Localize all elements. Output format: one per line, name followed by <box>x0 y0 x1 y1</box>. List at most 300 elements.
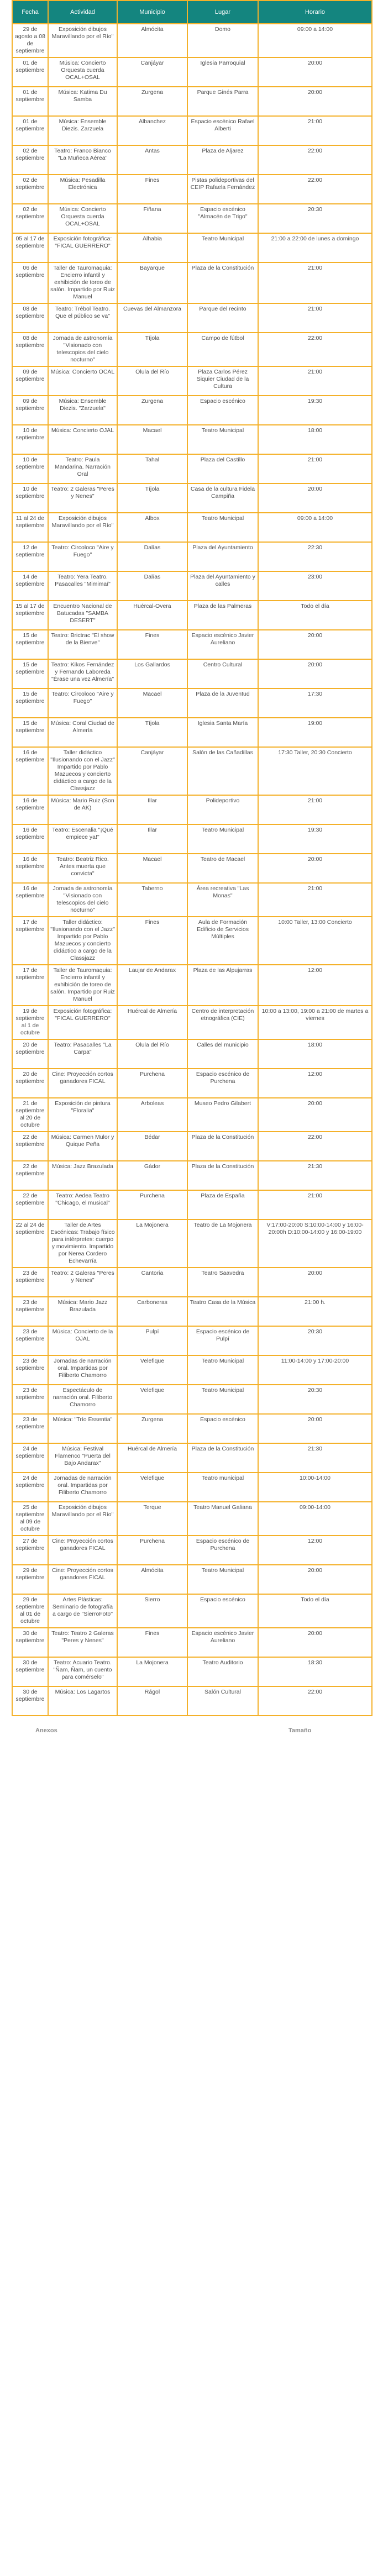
header-horario: Horario <box>258 1 372 24</box>
actividad-cell: Música: Concierto Orquesta cuerda OCAL+OSAL <box>48 57 117 87</box>
table-row <box>12 1536 372 1565</box>
actividad-cell: Música: Concierto Orquesta cuerda OCAL+OSAL <box>48 204 117 233</box>
municipio-cell: Illar <box>117 795 187 824</box>
horario-cell: Todo el día <box>258 601 372 630</box>
actividad-cell: Jornada de astronomía "Visionado con telescopios del cielo nocturno" <box>48 333 117 366</box>
actividad-cell: Música: Carmen Mulor y Quique Peña <box>48 1132 117 1161</box>
horario-cell: 20:00 <box>258 87 372 116</box>
fecha-cell: 23 de septiembre <box>12 1355 48 1385</box>
municipio-cell: Arboleas <box>117 1098 187 1132</box>
header-municipio: Municipio <box>117 1 187 24</box>
fecha-cell: 09 de septiembre <box>12 396 48 425</box>
lugar-cell: Espacio escénico Javier Aureliano <box>187 1628 258 1657</box>
lugar-cell: Espacio escénico <box>187 396 258 425</box>
fecha-cell: 02 de septiembre <box>12 145 48 175</box>
horario-cell: 22:00 <box>258 145 372 175</box>
footer-left-label: Anexos <box>35 1727 57 1734</box>
municipio-cell: Rágol <box>117 1686 187 1716</box>
table-row <box>12 1069 372 1098</box>
lugar-cell: Teatro Municipal <box>187 425 258 454</box>
horario-cell: 20:00 <box>258 1268 372 1297</box>
lugar-cell: Teatro Municipal <box>187 1355 258 1385</box>
actividad-cell: Música: Coral Ciudad de Almería <box>48 718 117 747</box>
table-row <box>12 513 372 542</box>
table-row <box>12 262 372 303</box>
horario-cell: 20:00 <box>258 854 372 883</box>
municipio-cell: Los Gallardos <box>117 659 187 688</box>
lugar-cell: Salón Cultural <box>187 1686 258 1716</box>
table-row <box>12 1355 372 1385</box>
actividad-cell: Jornada de astronomía "Visionado con telescopios del cielo nocturno" <box>48 883 117 917</box>
fecha-cell: 15 al 17 de septiembre <box>12 601 48 630</box>
horario-cell: 20:00 <box>258 1628 372 1657</box>
table-row <box>12 1628 372 1657</box>
fecha-cell: 29 de agosto a 08 de septiembre <box>12 24 48 57</box>
municipio-cell: Fines <box>117 175 187 204</box>
horario-cell: 20:00 <box>258 1414 372 1443</box>
actividad-cell: Cine: Proyección cortos ganadores FICAL <box>48 1565 117 1594</box>
fecha-cell: 16 de septiembre <box>12 854 48 883</box>
table-row <box>12 917 372 965</box>
municipio-cell: Canjáyar <box>117 57 187 87</box>
horario-cell: 11:00-14:00 y 17:00-20:00 <box>258 1355 372 1385</box>
events-table <box>12 0 372 1716</box>
lugar-cell: Plaza de España <box>187 1190 258 1219</box>
header-actividad: Actividad <box>48 1 117 24</box>
horario-cell: V:17:00-20:00 S:10:00-14:00 y 16:00-20:00h D:10:00-14:00 y 16:00-19:00 <box>258 1219 372 1268</box>
horario-cell: 20:00 <box>258 57 372 87</box>
actividad-cell: Jornadas de narración oral. Impartidas por Filiberto Chamorro <box>48 1355 117 1385</box>
municipio-cell: Bayarque <box>117 262 187 303</box>
table-row <box>12 366 372 396</box>
table-row <box>12 1385 372 1414</box>
municipio-cell: Cuevas del Almanzora <box>117 303 187 333</box>
header-row <box>12 1 372 24</box>
table-row <box>12 303 372 333</box>
fecha-cell: 20 de septiembre <box>12 1039 48 1069</box>
municipio-cell: Olula del Río <box>117 1039 187 1069</box>
municipio-cell: Fiñana <box>117 204 187 233</box>
municipio-cell: Albox <box>117 513 187 542</box>
fecha-cell: 24 de septiembre <box>12 1473 48 1502</box>
municipio-cell: Almócita <box>117 1565 187 1594</box>
fecha-cell: 08 de septiembre <box>12 303 48 333</box>
municipio-cell: Antas <box>117 145 187 175</box>
table-row <box>12 116 372 145</box>
horario-cell: 22:00 <box>258 333 372 366</box>
lugar-cell: Espacio escénico Javier Aureliano <box>187 630 258 659</box>
lugar-cell: Pistas polideportivas del CEIP Rafaela Fernández <box>187 175 258 204</box>
table-row <box>12 1039 372 1069</box>
lugar-cell: Espacio escénico "Almacén de Trigo" <box>187 204 258 233</box>
lugar-cell: Espacio escénico de Purchena <box>187 1536 258 1565</box>
lugar-cell: Espacio escénico de Purchena <box>187 1069 258 1098</box>
lugar-cell: Teatro de Macael <box>187 854 258 883</box>
lugar-cell: Plaza del Ayuntamiento <box>187 542 258 571</box>
table-row <box>12 233 372 262</box>
actividad-cell: Taller de Artes Escénicas: Trabajo físico para intérpretes: cuerpo y movimiento. Impartido por Nerea Cordero Echevarría <box>48 1219 117 1268</box>
fecha-cell: 01 de septiembre <box>12 87 48 116</box>
horario-cell: 20:30 <box>258 204 372 233</box>
horario-cell: 17:30 Taller, 20:30 Concierto <box>258 747 372 795</box>
table-row <box>12 1657 372 1686</box>
horario-cell: 09:00-14:00 <box>258 1502 372 1536</box>
table-row <box>12 965 372 1006</box>
municipio-cell: Pulpí <box>117 1326 187 1355</box>
horario-cell: 21:00 <box>258 366 372 396</box>
table-row <box>12 24 372 57</box>
fecha-cell: 01 de septiembre <box>12 116 48 145</box>
municipio-cell: Huércal de Almería <box>117 1443 187 1473</box>
municipio-cell: Velefique <box>117 1473 187 1502</box>
table-row <box>12 795 372 824</box>
fecha-cell: 23 de septiembre <box>12 1385 48 1414</box>
horario-cell: 21:00 <box>258 303 372 333</box>
table-row <box>12 659 372 688</box>
horario-cell: 21:00 <box>258 454 372 483</box>
fecha-cell: 10 de septiembre <box>12 454 48 483</box>
table-row <box>12 396 372 425</box>
lugar-cell: Teatro de La Mojonera <box>187 1219 258 1268</box>
municipio-cell: Alhabia <box>117 233 187 262</box>
horario-cell: 18:00 <box>258 425 372 454</box>
table-row <box>12 175 372 204</box>
header-lugar: Lugar <box>187 1 258 24</box>
actividad-cell: Teatro: Circoloco "Aire y Fuego" <box>48 542 117 571</box>
horario-cell: Todo el día <box>258 1594 372 1628</box>
horario-cell: 20:00 <box>258 1098 372 1132</box>
horario-cell: 20:00 <box>258 659 372 688</box>
actividad-cell: Artes Plásticas: Seminario de fotografía a cargo de "SierroFoto" <box>48 1594 117 1628</box>
lugar-cell: Plaza del Castillo <box>187 454 258 483</box>
fecha-cell: 24 de septiembre <box>12 1443 48 1473</box>
lugar-cell: Teatro Casa de la Música <box>187 1297 258 1326</box>
horario-cell: 20:30 <box>258 1385 372 1414</box>
municipio-cell: Cantoria <box>117 1268 187 1297</box>
horario-cell: 20:00 <box>258 1565 372 1594</box>
lugar-cell: Plaza de las Palmeras <box>187 601 258 630</box>
table-row <box>12 688 372 718</box>
horario-cell: 21:00 <box>258 795 372 824</box>
lugar-cell: Espacio escénico <box>187 1414 258 1443</box>
municipio-cell: Illar <box>117 824 187 854</box>
horario-cell: 23:00 <box>258 571 372 601</box>
actividad-cell: Teatro: Beatriz Rico. Antes muerta que convicta" <box>48 854 117 883</box>
actividad-cell: Taller de Tauromaquia: Encierro infantil y exhibición de toreo de salón. Impartido por Ruiz Manuel <box>48 262 117 303</box>
horario-cell: 22:00 <box>258 1686 372 1716</box>
lugar-cell: Polideportivo <box>187 795 258 824</box>
table-row <box>12 204 372 233</box>
fecha-cell: 27 de septiembre <box>12 1536 48 1565</box>
lugar-cell: Teatro Saavedra <box>187 1268 258 1297</box>
actividad-cell: Música: Concierto de la OJAL <box>48 1326 117 1355</box>
table-row <box>12 57 372 87</box>
fecha-cell: 29 de septiembre <box>12 1565 48 1594</box>
municipio-cell: La Mojonera <box>117 1219 187 1268</box>
fecha-cell: 15 de septiembre <box>12 718 48 747</box>
horario-cell: 09:00 a 14:00 <box>258 24 372 57</box>
lugar-cell: Parque Ginés Parra <box>187 87 258 116</box>
lugar-cell: Centro de interpretación etnográfica (CIE) <box>187 1006 258 1039</box>
table-row <box>12 1473 372 1502</box>
table-row <box>12 145 372 175</box>
lugar-cell: Museo Pedro Gilabert <box>187 1098 258 1132</box>
municipio-cell: Almócita <box>117 24 187 57</box>
horario-cell: 21:00 h. <box>258 1297 372 1326</box>
actividad-cell: Cine: Proyección cortos ganadores FICAL <box>48 1536 117 1565</box>
table-row <box>12 1297 372 1326</box>
lugar-cell: Plaza de la Constitución <box>187 1161 258 1190</box>
actividad-cell: Taller didáctico "Ilusionando con el Jazz" Impartido por Pablo Mazuecos y concierto didáctico a cargo de la Classjazz <box>48 747 117 795</box>
actividad-cell: Música: Jazz Brazulada <box>48 1161 117 1190</box>
table-row <box>12 542 372 571</box>
horario-cell: 20:30 <box>258 1326 372 1355</box>
fecha-cell: 02 de septiembre <box>12 175 48 204</box>
actividad-cell: Teatro: Teatro 2 Galeras "Peres y Nenes" <box>48 1628 117 1657</box>
lugar-cell: Teatro Manuel Galiana <box>187 1502 258 1536</box>
lugar-cell: Plaza de la Constitución <box>187 1443 258 1473</box>
table-row <box>12 1502 372 1536</box>
horario-cell: 21:00 <box>258 883 372 917</box>
actividad-cell: Teatro: Kikos Fernández y Fernando Laboreda "Érase una vez Almería" <box>48 659 117 688</box>
lugar-cell: Campo de fútbol <box>187 333 258 366</box>
actividad-cell: Teatro: Yera Teatro. Pasacalles "Mimimaí" <box>48 571 117 601</box>
fecha-cell: 16 de septiembre <box>12 795 48 824</box>
table-row <box>12 571 372 601</box>
horario-cell: 19:30 <box>258 396 372 425</box>
municipio-cell: Velefique <box>117 1385 187 1414</box>
fecha-cell: 22 al 24 de septiembre <box>12 1219 48 1268</box>
page-footer <box>0 1720 383 1745</box>
horario-cell: 18:30 <box>258 1657 372 1686</box>
actividad-cell: Música: Concierto OCAL <box>48 366 117 396</box>
fecha-cell: 15 de septiembre <box>12 659 48 688</box>
table-row <box>12 87 372 116</box>
header-fecha: Fecha <box>12 1 48 24</box>
actividad-cell: Exposición dibujos Maravillando por el Río" <box>48 24 117 57</box>
table-row <box>12 1098 372 1132</box>
actividad-cell: Música: Festival Flamenco "Puerta del Bajo Andarax" <box>48 1443 117 1473</box>
municipio-cell: Carboneras <box>117 1297 187 1326</box>
fecha-cell: 11 al 24 de septiembre <box>12 513 48 542</box>
fecha-cell: 06 de septiembre <box>12 262 48 303</box>
lugar-cell: Iglesia Parroquial <box>187 57 258 87</box>
fecha-cell: 21 de septiembre al 20 de octubre <box>12 1098 48 1132</box>
municipio-cell: Purchena <box>117 1069 187 1098</box>
lugar-cell: Plaza del Ayuntamiento y calles <box>187 571 258 601</box>
horario-cell: 22:00 <box>258 1132 372 1161</box>
lugar-cell: Casa de la cultura Fidela Campiña <box>187 483 258 513</box>
lugar-cell: Aula de Formación Edificio de Servicios Múltiples <box>187 917 258 965</box>
table-row <box>12 718 372 747</box>
lugar-cell: Plaza Carlos Pérez Siquier Ciudad de la Cultura <box>187 366 258 396</box>
fecha-cell: 30 de septiembre <box>12 1657 48 1686</box>
table-row <box>12 1006 372 1039</box>
actividad-cell: Taller didáctico: "Ilusionando con el Jazz" Impartido por Pablo Mazuecos y concierto didáctico a cargo de la Classjazz <box>48 917 117 965</box>
actividad-cell: Taller de Tauromaquia: Encierro infantil y exhibición de toreo de salón. Impartido por Ruiz Manuel <box>48 965 117 1006</box>
fecha-cell: 17 de septiembre <box>12 965 48 1006</box>
horario-cell: 19:00 <box>258 718 372 747</box>
actividad-cell: Música: Los Lagartos <box>48 1686 117 1716</box>
actividad-cell: Música: Mario Ruiz (Son de AK) <box>48 795 117 824</box>
municipio-cell: Fines <box>117 630 187 659</box>
horario-cell: 17:30 <box>258 688 372 718</box>
fecha-cell: 23 de septiembre <box>12 1414 48 1443</box>
municipio-cell: Velefique <box>117 1355 187 1385</box>
fecha-cell: 10 de septiembre <box>12 483 48 513</box>
actividad-cell: Música: Katima Du Samba <box>48 87 117 116</box>
horario-cell: 10:00 Taller, 13:00 Concierto <box>258 917 372 965</box>
table-row <box>12 454 372 483</box>
lugar-cell: Domo <box>187 24 258 57</box>
municipio-cell: Olula del Río <box>117 366 187 396</box>
actividad-cell: Teatro: Aedea Teatro "Chicago, el musical" <box>48 1190 117 1219</box>
fecha-cell: 23 de septiembre <box>12 1326 48 1355</box>
horario-cell: 22:00 <box>258 175 372 204</box>
actividad-cell: Exposición dibujos Maravillando por el Río" <box>48 1502 117 1536</box>
actividad-cell: Música: Ensemble Diezis. "Zarzuela" <box>48 396 117 425</box>
lugar-cell: Espacio escénico <box>187 1594 258 1628</box>
municipio-cell: Tíjola <box>117 483 187 513</box>
fecha-cell: 17 de septiembre <box>12 917 48 965</box>
fecha-cell: 22 de septiembre <box>12 1190 48 1219</box>
municipio-cell: La Mojonera <box>117 1657 187 1686</box>
fecha-cell: 30 de septiembre <box>12 1628 48 1657</box>
actividad-cell: Teatro: Circoloco "Aire y Fuego" <box>48 688 117 718</box>
lugar-cell: Salón de las Cañadillas <box>187 747 258 795</box>
municipio-cell: Fines <box>117 917 187 965</box>
horario-cell: 20:00 <box>258 483 372 513</box>
actividad-cell: Jornadas de narración oral. Impartidas por Filiberto Chamorro <box>48 1473 117 1502</box>
table-row <box>12 1414 372 1443</box>
fecha-cell: 10 de septiembre <box>12 425 48 454</box>
table-row <box>12 630 372 659</box>
table-row <box>12 1594 372 1628</box>
table-row <box>12 333 372 366</box>
table-header <box>12 1 372 24</box>
lugar-cell: Teatro Municipal <box>187 824 258 854</box>
fecha-cell: 22 de septiembre <box>12 1161 48 1190</box>
actividad-cell: Exposición de pintura "Floralia" <box>48 1098 117 1132</box>
horario-cell: 21:30 <box>258 1443 372 1473</box>
municipio-cell: Tahal <box>117 454 187 483</box>
actividad-cell: Música: Ensemble Diezis. Zarzuela <box>48 116 117 145</box>
actividad-cell: Música: Concierto OJAL <box>48 425 117 454</box>
table-row <box>12 483 372 513</box>
municipio-cell: Laujar de Andarax <box>117 965 187 1006</box>
actividad-cell: Teatro: 2 Galeras "Peres y Nenes" <box>48 483 117 513</box>
fecha-cell: 16 de septiembre <box>12 824 48 854</box>
fecha-cell: 25 de septiembre al 09 de octubre <box>12 1502 48 1536</box>
municipio-cell: Tíjola <box>117 333 187 366</box>
municipio-cell: Purchena <box>117 1190 187 1219</box>
table-row <box>12 854 372 883</box>
horario-cell: 09:00 a 14:00 <box>258 513 372 542</box>
municipio-cell: Taberno <box>117 883 187 917</box>
table-row <box>12 883 372 917</box>
municipio-cell: Dalías <box>117 571 187 601</box>
fecha-cell: 20 de septiembre <box>12 1069 48 1098</box>
municipio-cell: Macael <box>117 425 187 454</box>
horario-cell: 12:00 <box>258 1536 372 1565</box>
horario-cell: 19:30 <box>258 824 372 854</box>
municipio-cell: Zurgena <box>117 396 187 425</box>
table-row <box>12 1443 372 1473</box>
footer-right-label: Tamaño <box>288 1727 312 1734</box>
actividad-cell: Música: Mario Jazz Brazulada <box>48 1297 117 1326</box>
actividad-cell: Teatro: Paula Mandarina. Narración Oral <box>48 454 117 483</box>
fecha-cell: 30 de septiembre <box>12 1686 48 1716</box>
lugar-cell: Teatro municipal <box>187 1473 258 1502</box>
municipio-cell: Dalías <box>117 542 187 571</box>
fecha-cell: 08 de septiembre <box>12 333 48 366</box>
municipio-cell: Huércal de Almería <box>117 1006 187 1039</box>
lugar-cell: Teatro Municipal <box>187 1565 258 1594</box>
table-row <box>12 824 372 854</box>
actividad-cell: Exposición fotográfica: "FICAL GUERRERO" <box>48 233 117 262</box>
municipio-cell: Gádor <box>117 1161 187 1190</box>
horario-cell: 21:00 a 22:00 de lunes a domingo <box>258 233 372 262</box>
table-row <box>12 1132 372 1161</box>
horario-cell: 22:30 <box>258 542 372 571</box>
fecha-cell: 29 de septiembre al 01 de octubre <box>12 1594 48 1628</box>
table-row <box>12 1268 372 1297</box>
actividad-cell: Teatro: Franco Bianco "La Muñeca Aérea" <box>48 145 117 175</box>
fecha-cell: 23 de septiembre <box>12 1268 48 1297</box>
municipio-cell: Huércal-Overa <box>117 601 187 630</box>
actividad-cell: Cine: Proyección cortos ganadores FICAL <box>48 1069 117 1098</box>
municipio-cell: Macael <box>117 688 187 718</box>
lugar-cell: Plaza de las Alpujarras <box>187 965 258 1006</box>
horario-cell: 20:00 <box>258 630 372 659</box>
fecha-cell: 05 al 17 de septiembre <box>12 233 48 262</box>
actividad-cell: Encuentro Nacional de Batucadas "SAMBA DESERT" <box>48 601 117 630</box>
lugar-cell: Espacio escénico Rafael Alberti <box>187 116 258 145</box>
fecha-cell: 16 de septiembre <box>12 747 48 795</box>
actividad-cell: Exposición fotográfica: "FICAL GUERRERO" <box>48 1006 117 1039</box>
actividad-cell: Música: Pesadilla Electrónica <box>48 175 117 204</box>
fecha-cell: 02 de septiembre <box>12 204 48 233</box>
actividad-cell: Teatro: Brictrac "El show de la Bienve" <box>48 630 117 659</box>
lugar-cell: Teatro Auditorio <box>187 1657 258 1686</box>
table-body <box>12 24 372 1716</box>
table-row <box>12 1565 372 1594</box>
lugar-cell: Espacio escénico de Pulpí <box>187 1326 258 1355</box>
municipio-cell: Tíjola <box>117 718 187 747</box>
lugar-cell: Plaza de Aljarez <box>187 145 258 175</box>
table-row <box>12 1326 372 1355</box>
actividad-cell: Exposición dibujos Maravillando por el Río" <box>48 513 117 542</box>
lugar-cell: Plaza de la Constitución <box>187 262 258 303</box>
horario-cell: 21:30 <box>258 1161 372 1190</box>
lugar-cell: Teatro Municipal <box>187 233 258 262</box>
lugar-cell: Plaza de la Juventud <box>187 688 258 718</box>
table-row <box>12 601 372 630</box>
municipio-cell: Terque <box>117 1502 187 1536</box>
actividad-cell: Teatro: Acuario Teatro. "Ñam, Ñam, un cuento para comérselo" <box>48 1657 117 1686</box>
fecha-cell: 01 de septiembre <box>12 57 48 87</box>
lugar-cell: Plaza de la Constitución <box>187 1132 258 1161</box>
fecha-cell: 16 de septiembre <box>12 883 48 917</box>
horario-cell: 10:00-14:00 <box>258 1473 372 1502</box>
lugar-cell: Iglesia Santa María <box>187 718 258 747</box>
municipio-cell: Macael <box>117 854 187 883</box>
municipio-cell: Canjáyar <box>117 747 187 795</box>
horario-cell: 12:00 <box>258 1069 372 1098</box>
fecha-cell: 14 de septiembre <box>12 571 48 601</box>
municipio-cell: Zurgena <box>117 87 187 116</box>
fecha-cell: 19 de septiembre al 1 de octubre <box>12 1006 48 1039</box>
